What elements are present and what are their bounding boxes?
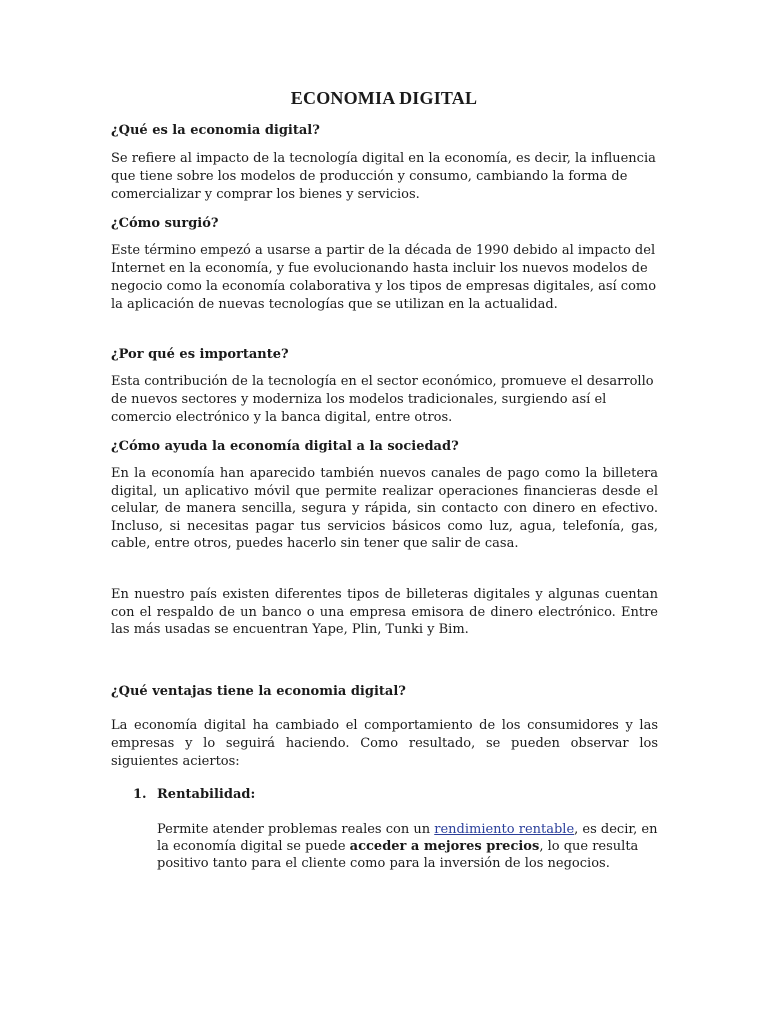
list-text-before-link: Permite atender problemas reales con un xyxy=(157,822,435,837)
paragraph-como-ayuda: En la economía han aparecido también nuevos canales de pago como la billetera digital, un aplicativo móvil que permite realizar operaciones financieras desde el celular, de manera sencilla, segura y rápida, sin contacto con dinero en efectivo. Incluso, si necesitas pagar tus servicios básicos como luz, agua, telefonía, gas, cable, entre otros, puedes hacerlo sin tener que salir de casa. xyxy=(111,466,658,551)
list-text-end: , lo que resulta positivo tanto para el cliente como para la inversión de los negocios. xyxy=(157,839,639,871)
heading-como-surgio: ¿Cómo surgió? xyxy=(111,216,219,231)
list-item-title: Rentabilidad: xyxy=(157,787,256,802)
paragraph-ventajas: La economía digital ha cambiado el comportamiento de los consumidores y las empresas y lo seguirá haciendo. Como resultado, se pueden observar los siguientes aciertos: xyxy=(111,718,658,769)
list-bold-text: acceder a mejores precios xyxy=(349,839,540,854)
heading-ventajas: ¿Qué ventajas tiene la economia digital? xyxy=(111,684,406,699)
paragraph-como-surgio: Este término empezó a usarse a partir de la década de 1990 debido al impacto del Internet en la economía, y fue evolucionando hasta incluir los nuevos modelos de negocio como la economía colaborativa y los tipos de empresas digitales, así como la aplicación de nuevas tecnologías que se utilizan en la actualidad. xyxy=(111,243,657,312)
rendimiento-rentable-link[interactable]: rendimiento rentable xyxy=(434,822,575,837)
heading-como-ayuda: ¿Cómo ayuda la economía digital a la sociedad? xyxy=(111,439,459,454)
paragraph-por-que: Esta contribución de la tecnología en el sector económico, promueve el desarrollo de nuevos sectores y moderniza los modelos tradicionales, surgiendo así el comercio electrónico y la banca digital, entre otros. xyxy=(111,374,654,425)
list-item-paragraph xyxy=(157,821,658,872)
list-item-number: 1. xyxy=(133,787,147,802)
heading-que-es: ¿Qué es la economia digital? xyxy=(111,123,320,138)
paragraph-billeteras: En nuestro país existen diferentes tipos de billeteras digitales y algunas cuentan con el respaldo de un banco o una empresa emisora de dinero electrónico. Entre las más usadas se encuentran Yape, Plin, Tunki y Bim. xyxy=(111,587,658,637)
document-title: ECONOMIA DIGITAL xyxy=(290,88,478,108)
heading-por-que: ¿Por qué es importante? xyxy=(111,347,289,362)
paragraph-que-es: Se refiere al impacto de la tecnología digital en la economía, es decir, la influencia que tiene sobre los modelos de producción y consumo, cambiando la forma de comercializar y comprar los bienes y servicios. xyxy=(111,151,656,202)
list-text-after-link: , es decir, en la economía digital se puede xyxy=(157,822,658,854)
